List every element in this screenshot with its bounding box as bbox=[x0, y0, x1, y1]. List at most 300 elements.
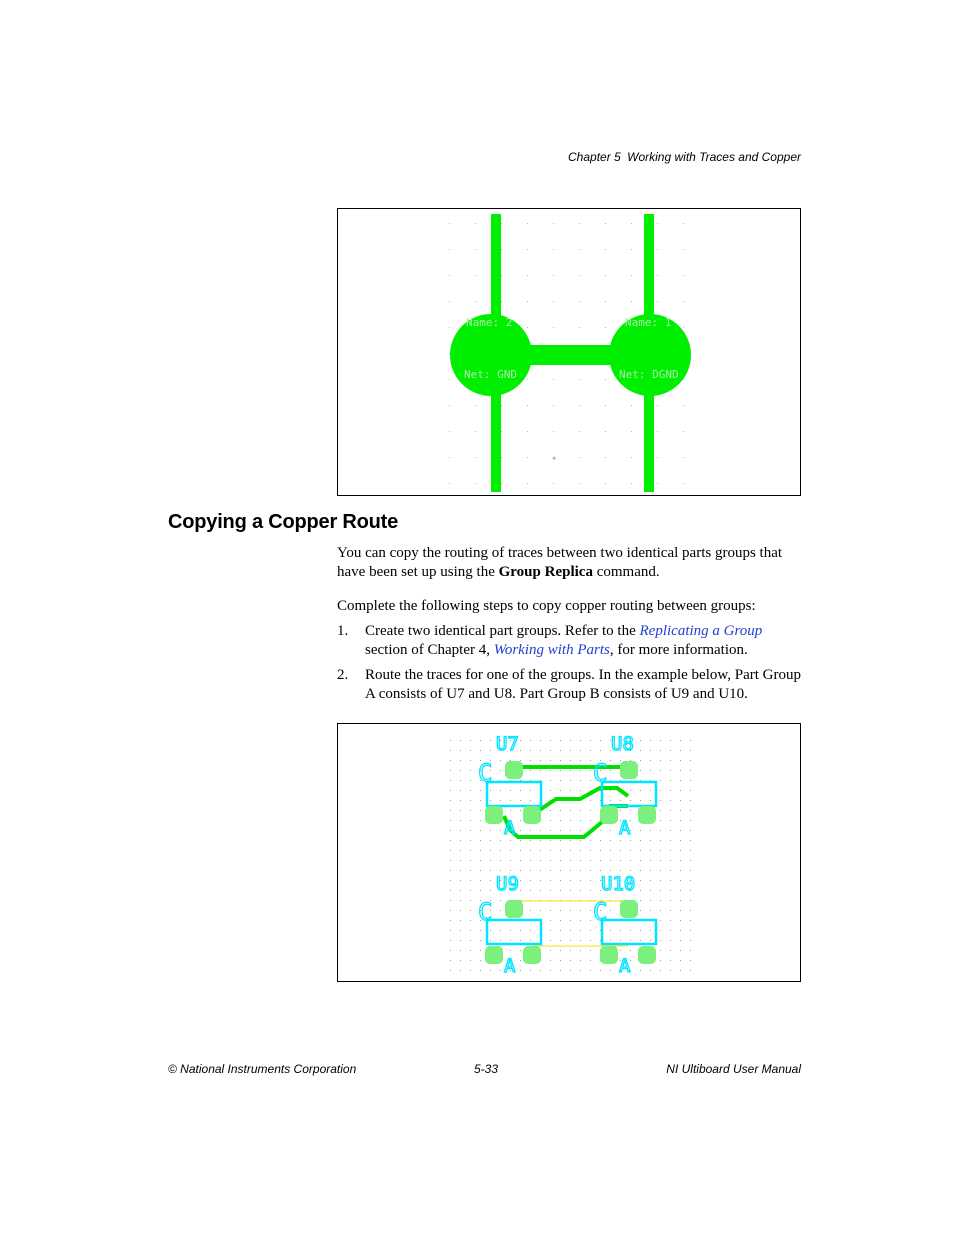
grid-dot bbox=[520, 940, 521, 941]
grid-dot bbox=[670, 950, 671, 951]
grid-dot bbox=[530, 760, 531, 761]
grid-dot bbox=[470, 820, 471, 821]
grid-dot bbox=[500, 940, 501, 941]
grid-dot bbox=[590, 950, 591, 951]
part-u9-cathode: C bbox=[478, 898, 493, 926]
grid-dot bbox=[640, 800, 641, 801]
grid-dot bbox=[450, 750, 451, 751]
grid-dot bbox=[450, 810, 451, 811]
grid-dot bbox=[640, 860, 641, 861]
grid-dot bbox=[550, 770, 551, 771]
grid-dot bbox=[683, 431, 684, 432]
grid-dot bbox=[475, 275, 476, 276]
grid-dot bbox=[500, 790, 501, 791]
grid-dot bbox=[510, 790, 511, 791]
figure-part-groups bbox=[337, 723, 801, 982]
grid-dot bbox=[527, 457, 528, 458]
grid-dot bbox=[650, 970, 651, 971]
grid-dot bbox=[579, 249, 580, 250]
grid-dot bbox=[600, 840, 601, 841]
grid-dot bbox=[680, 770, 681, 771]
grid-dot bbox=[460, 790, 461, 791]
grid-dot bbox=[580, 870, 581, 871]
grid-dot bbox=[540, 880, 541, 881]
grid-dot bbox=[450, 760, 451, 761]
grid-dot bbox=[640, 940, 641, 941]
intro-paragraph bbox=[337, 544, 802, 582]
grid-dot bbox=[500, 760, 501, 761]
grid-dot bbox=[631, 405, 632, 406]
grid-dot bbox=[579, 483, 580, 484]
grid-dot bbox=[520, 930, 521, 931]
grid-dot bbox=[683, 249, 684, 250]
part-u10-anode: A bbox=[619, 955, 631, 977]
grid-dot bbox=[510, 850, 511, 851]
grid-dot bbox=[640, 750, 641, 751]
grid-dot bbox=[570, 940, 571, 941]
grid-dot bbox=[470, 760, 471, 761]
grid-dot bbox=[670, 850, 671, 851]
grid-dot bbox=[605, 457, 606, 458]
grid-dot bbox=[610, 790, 611, 791]
grid-dot bbox=[680, 830, 681, 831]
grid-dot bbox=[500, 800, 501, 801]
grid-dot bbox=[480, 790, 481, 791]
grid-dot bbox=[530, 800, 531, 801]
grid-dot bbox=[490, 870, 491, 871]
grid-dot bbox=[450, 950, 451, 951]
grid-dot bbox=[680, 780, 681, 781]
grid-dot bbox=[660, 780, 661, 781]
pcb-canvas-1 bbox=[338, 209, 800, 495]
grid-dot bbox=[449, 405, 450, 406]
part-u8[interactable] bbox=[593, 733, 656, 839]
grid-dot bbox=[690, 920, 691, 921]
grid-dot bbox=[550, 870, 551, 871]
grid-dot bbox=[550, 860, 551, 861]
grid-dot bbox=[680, 970, 681, 971]
grid-dot bbox=[690, 790, 691, 791]
grid-dot bbox=[520, 860, 521, 861]
grid-dot bbox=[490, 930, 491, 931]
grid-dot bbox=[620, 810, 621, 811]
grid-dot bbox=[680, 940, 681, 941]
grid-dot bbox=[560, 790, 561, 791]
grid-dot bbox=[690, 840, 691, 841]
grid-dot bbox=[460, 950, 461, 951]
grid-dot bbox=[600, 740, 601, 741]
grid-dot bbox=[460, 830, 461, 831]
grid-dot bbox=[579, 405, 580, 406]
grid-dot bbox=[640, 880, 641, 881]
grid-dot bbox=[560, 930, 561, 931]
grid-dot bbox=[501, 249, 502, 250]
grid-dot bbox=[630, 760, 631, 761]
grid-dot bbox=[680, 760, 681, 761]
grid-dot bbox=[631, 431, 632, 432]
grid-dot bbox=[560, 960, 561, 961]
grid-dot bbox=[570, 910, 571, 911]
grid-dot bbox=[460, 910, 461, 911]
grid-dot bbox=[570, 840, 571, 841]
grid-dot bbox=[680, 930, 681, 931]
grid-dot bbox=[470, 780, 471, 781]
grid-dot bbox=[680, 950, 681, 951]
grid-dot bbox=[640, 830, 641, 831]
grid-dot bbox=[450, 840, 451, 841]
grid-dot bbox=[450, 890, 451, 891]
part-u9-outline bbox=[487, 920, 541, 944]
grid-dot bbox=[460, 850, 461, 851]
grid-dot bbox=[660, 910, 661, 911]
grid-dot bbox=[650, 740, 651, 741]
grid-dot bbox=[449, 483, 450, 484]
grid-dot bbox=[640, 900, 641, 901]
grid-dot bbox=[600, 750, 601, 751]
grid-dot bbox=[450, 870, 451, 871]
grid-dot bbox=[590, 920, 591, 921]
grid-dot bbox=[600, 970, 601, 971]
grid-dot bbox=[690, 900, 691, 901]
grid-dot bbox=[650, 900, 651, 901]
grid-dot bbox=[475, 431, 476, 432]
grid-dot bbox=[550, 930, 551, 931]
grid-dot bbox=[610, 770, 611, 771]
footer-copyright: © National Instruments Corporation bbox=[168, 1062, 357, 1076]
grid-dot bbox=[690, 880, 691, 881]
grid-dot bbox=[670, 780, 671, 781]
grid-dot bbox=[590, 960, 591, 961]
figure-pads-connected bbox=[337, 208, 801, 496]
grid-dot bbox=[470, 860, 471, 861]
grid-dot bbox=[570, 850, 571, 851]
link-replicating-a-group[interactable]: Replicating a Group bbox=[639, 623, 763, 639]
grid-dot bbox=[460, 780, 461, 781]
grid-dot bbox=[660, 920, 661, 921]
grid-dot bbox=[579, 379, 580, 380]
grid-dot bbox=[501, 275, 502, 276]
grid-dot bbox=[470, 800, 471, 801]
part-u7-anode: A bbox=[504, 817, 516, 839]
grid-dot bbox=[683, 223, 684, 224]
grid-dot bbox=[460, 870, 461, 871]
grid-dot bbox=[460, 750, 461, 751]
grid-dot bbox=[540, 770, 541, 771]
grid-dot bbox=[501, 431, 502, 432]
grid-dot bbox=[450, 820, 451, 821]
grid-dot bbox=[670, 860, 671, 861]
grid-dot bbox=[680, 840, 681, 841]
step-1-text-c: , for more information. bbox=[609, 642, 748, 658]
grid-dot bbox=[690, 870, 691, 871]
grid-dot bbox=[631, 249, 632, 250]
grid-dot bbox=[631, 275, 632, 276]
grid-dot bbox=[530, 790, 531, 791]
grid-dot bbox=[480, 820, 481, 821]
grid-dot bbox=[527, 223, 528, 224]
grid-dot bbox=[590, 750, 591, 751]
grid-dot bbox=[501, 457, 502, 458]
grid-dot bbox=[690, 940, 691, 941]
grid-dot bbox=[470, 740, 471, 741]
group-replica-command: Group Replica bbox=[498, 564, 593, 580]
grid-dot bbox=[490, 940, 491, 941]
grid-dot bbox=[680, 820, 681, 821]
grid-dot bbox=[550, 840, 551, 841]
grid-dot bbox=[680, 800, 681, 801]
grid-dot bbox=[480, 880, 481, 881]
grid-dot bbox=[630, 930, 631, 931]
grid-dot bbox=[657, 483, 658, 484]
grid-dot bbox=[670, 870, 671, 871]
grid-dot bbox=[520, 840, 521, 841]
part-u7[interactable] bbox=[478, 733, 541, 839]
grid-dot bbox=[690, 890, 691, 891]
grid-dot bbox=[580, 880, 581, 881]
grid-dot bbox=[470, 970, 471, 971]
part-u10[interactable] bbox=[593, 873, 656, 977]
grid-dot bbox=[470, 900, 471, 901]
grid-dot bbox=[605, 379, 606, 380]
grid-dot bbox=[580, 820, 581, 821]
grid-dot bbox=[650, 840, 651, 841]
grid-dot bbox=[470, 880, 471, 881]
grid-dot bbox=[670, 810, 671, 811]
grid-dot bbox=[460, 880, 461, 881]
grid-dot bbox=[690, 740, 691, 741]
part-u9-anode: A bbox=[504, 955, 516, 977]
grid-dot bbox=[660, 790, 661, 791]
grid-dot bbox=[580, 770, 581, 771]
part-u9[interactable] bbox=[478, 873, 541, 977]
grid-dot bbox=[580, 760, 581, 761]
grid-dot bbox=[470, 790, 471, 791]
step-2 bbox=[337, 666, 802, 704]
grid-dot bbox=[640, 770, 641, 771]
part-u7-pad-c bbox=[505, 761, 523, 779]
grid-dot bbox=[501, 301, 502, 302]
grid-dot bbox=[650, 790, 651, 791]
grid-dot bbox=[690, 950, 691, 951]
grid-dot bbox=[490, 880, 491, 881]
grid-dot bbox=[600, 850, 601, 851]
grid-dot bbox=[449, 353, 450, 354]
grid-dot bbox=[450, 850, 451, 851]
grid-dot bbox=[680, 860, 681, 861]
step-list-1 bbox=[337, 622, 802, 660]
grid-dot bbox=[650, 760, 651, 761]
grid-dot bbox=[480, 810, 481, 811]
grid-dot bbox=[590, 880, 591, 881]
grid-dot bbox=[660, 810, 661, 811]
grid-dot bbox=[590, 860, 591, 861]
grid-dot bbox=[501, 223, 502, 224]
grid-dot bbox=[510, 760, 511, 761]
grid-dot bbox=[605, 431, 606, 432]
grid-dot bbox=[480, 930, 481, 931]
grid-dot bbox=[530, 840, 531, 841]
grid-dot bbox=[550, 810, 551, 811]
grid-dot bbox=[450, 920, 451, 921]
grid-dot bbox=[500, 860, 501, 861]
grid-dot bbox=[520, 970, 521, 971]
grid-dot bbox=[450, 940, 451, 941]
grid-dot bbox=[560, 810, 561, 811]
grid-dot bbox=[527, 483, 528, 484]
grid-dot bbox=[660, 740, 661, 741]
grid-dot bbox=[680, 810, 681, 811]
grid-dot bbox=[680, 890, 681, 891]
grid-dot bbox=[580, 960, 581, 961]
grid-dot bbox=[657, 431, 658, 432]
grid-dot bbox=[570, 970, 571, 971]
grid-dot bbox=[620, 850, 621, 851]
grid-dot bbox=[540, 870, 541, 871]
grid-dot bbox=[540, 970, 541, 971]
grid-dot bbox=[560, 910, 561, 911]
steps-intro bbox=[337, 597, 802, 616]
grid-dot bbox=[660, 800, 661, 801]
grid-dot bbox=[450, 830, 451, 831]
grid-dot bbox=[480, 850, 481, 851]
grid-dot bbox=[550, 830, 551, 831]
link-working-with-parts[interactable]: Working with Parts bbox=[493, 642, 610, 658]
grid-dot bbox=[520, 880, 521, 881]
grid-dot bbox=[550, 760, 551, 761]
grid-dot bbox=[470, 890, 471, 891]
grid-dot bbox=[560, 820, 561, 821]
grid-dot bbox=[579, 301, 580, 302]
grid-dot bbox=[640, 890, 641, 891]
grid-dot bbox=[540, 750, 541, 751]
part-u10-pad-c bbox=[620, 900, 638, 918]
grid-dot bbox=[530, 910, 531, 911]
grid-dot bbox=[527, 379, 528, 380]
grid-dot bbox=[580, 910, 581, 911]
grid-dot bbox=[660, 760, 661, 761]
pcb-canvas-2 bbox=[338, 724, 800, 981]
grid-dot bbox=[660, 840, 661, 841]
grid-dot bbox=[460, 940, 461, 941]
grid-dot bbox=[620, 800, 621, 801]
grid-dot bbox=[470, 930, 471, 931]
step-list-2 bbox=[337, 666, 802, 704]
grid-dot bbox=[490, 790, 491, 791]
grid-dot bbox=[660, 820, 661, 821]
grid-dot bbox=[660, 970, 661, 971]
grid-dot bbox=[530, 740, 531, 741]
grid-dot bbox=[460, 770, 461, 771]
grid-dot bbox=[580, 780, 581, 781]
grid-dot bbox=[475, 457, 476, 458]
grid-dot bbox=[670, 750, 671, 751]
group-a-traces bbox=[504, 767, 628, 837]
grid-dot bbox=[550, 790, 551, 791]
grid-dot bbox=[683, 457, 684, 458]
grid-dot bbox=[527, 249, 528, 250]
grid-dot bbox=[475, 301, 476, 302]
grid-dot bbox=[550, 740, 551, 741]
grid-dot bbox=[570, 820, 571, 821]
grid-dot bbox=[560, 840, 561, 841]
grid-dot bbox=[520, 760, 521, 761]
grid-dot bbox=[460, 970, 461, 971]
part-u7-cathode: C bbox=[478, 759, 493, 787]
grid-dot bbox=[480, 830, 481, 831]
grid-dot bbox=[660, 960, 661, 961]
grid-dot bbox=[475, 249, 476, 250]
grid-dot bbox=[580, 750, 581, 751]
part-u10-cathode: C bbox=[593, 898, 608, 926]
grid-dot bbox=[530, 850, 531, 851]
grid-dot bbox=[580, 970, 581, 971]
grid-dot bbox=[630, 800, 631, 801]
grid-dot bbox=[660, 950, 661, 951]
grid-dot bbox=[501, 483, 502, 484]
grid-dot bbox=[630, 860, 631, 861]
grid-dot bbox=[630, 950, 631, 951]
grid-dot bbox=[570, 780, 571, 781]
grid-dot bbox=[560, 870, 561, 871]
grid-dot bbox=[550, 890, 551, 891]
grid-dot bbox=[560, 830, 561, 831]
grid-dot bbox=[610, 840, 611, 841]
grid-dot bbox=[631, 457, 632, 458]
grid-dot bbox=[470, 960, 471, 961]
grid-dot bbox=[500, 970, 501, 971]
grid-dot bbox=[580, 950, 581, 951]
grid-dot bbox=[520, 740, 521, 741]
grid-dot bbox=[570, 930, 571, 931]
part-u9-pad-a2 bbox=[523, 946, 541, 964]
grid-dot bbox=[490, 860, 491, 861]
grid-dot bbox=[470, 840, 471, 841]
grid-dot bbox=[670, 760, 671, 761]
grid-dot bbox=[670, 930, 671, 931]
grid-dot bbox=[520, 800, 521, 801]
grid-dot bbox=[680, 740, 681, 741]
grid-dot bbox=[680, 900, 681, 901]
grid-dot bbox=[450, 740, 451, 741]
para1-text-a: You can copy the routing of traces between two identical parts groups that have been set up using the bbox=[337, 545, 783, 580]
grid-dot bbox=[570, 950, 571, 951]
grid-dot bbox=[590, 770, 591, 771]
grid-dot bbox=[650, 890, 651, 891]
grid-dot bbox=[470, 950, 471, 951]
grid-dot bbox=[550, 780, 551, 781]
grid-dot bbox=[540, 740, 541, 741]
grid-dot bbox=[570, 920, 571, 921]
grid-dot bbox=[470, 920, 471, 921]
grid-dot bbox=[590, 970, 591, 971]
grid-dot bbox=[590, 810, 591, 811]
grid-dot bbox=[553, 249, 554, 250]
grid-dot bbox=[683, 275, 684, 276]
grid-dot bbox=[590, 890, 591, 891]
grid-dot bbox=[460, 860, 461, 861]
grid-dot bbox=[683, 327, 684, 328]
grid-dot bbox=[660, 940, 661, 941]
grid-dot bbox=[500, 930, 501, 931]
grid-dot bbox=[630, 940, 631, 941]
grid-dot bbox=[670, 830, 671, 831]
grid-dot bbox=[480, 750, 481, 751]
part-u9-pad-a1 bbox=[485, 946, 503, 964]
grid-dot bbox=[683, 405, 684, 406]
part-u7-outline bbox=[487, 782, 541, 806]
grid-dot bbox=[570, 880, 571, 881]
grid-dot bbox=[631, 483, 632, 484]
